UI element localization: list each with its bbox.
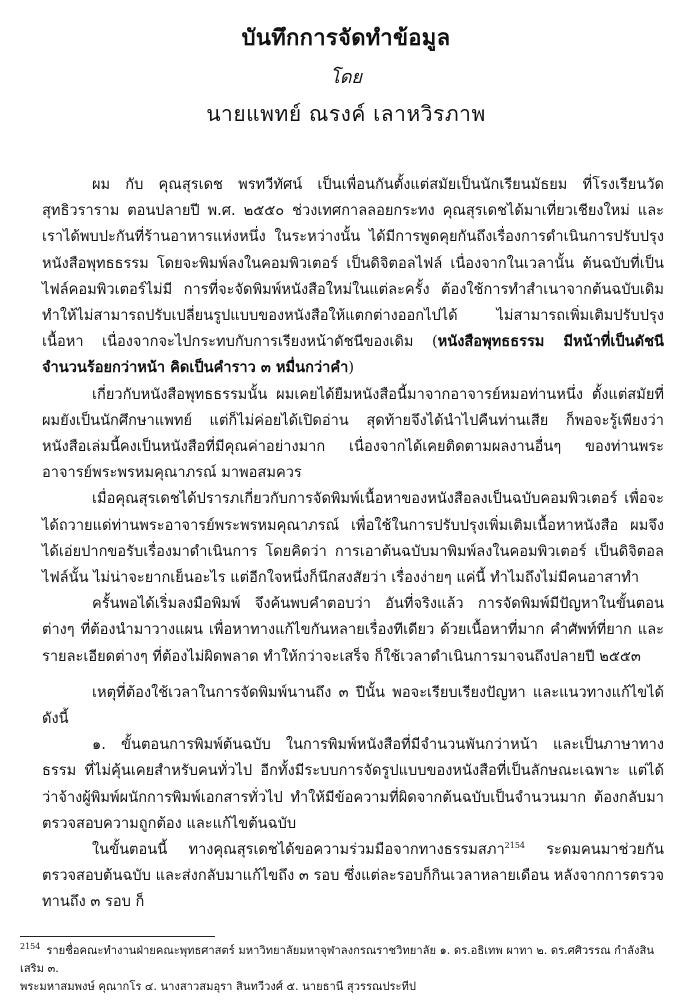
paragraph-3: เมื่อคุณสุรเดชได้ปรารภเกี่ยวกับการจัดพิมพ์เนื้อหาของหนังสือลงเป็นฉบับคอมพิวเตอร์ เพื่อจะได้ถวายแด่ท่านพระอาจารย์พระพรหมคุณาภรณ์ เพื่อใช้ในการปรับปรุงเพิ่มเติมเนื้อหาหนังสือ ผมจึงได้เอ่ยปากขอรับเรื่องมาดำเนินการ โดยคิดว่า การเอาต้นฉบับมาพิมพ์ลงในคอมพิวเตอร์ เป็นดิจิตอลไฟล์นั้น ไม่น่าจะยากเย็นอะไร แต่อีกใจหนึ่งก็นึกสงสัยว่า เรื่องง่ายๆ แค่นี้ ทำไมถึงไม่มีคนอาสาทำ — [42, 490, 664, 587]
paragraph-1-end: ) — [348, 359, 355, 377]
footnote — [20, 942, 670, 996]
author-name: นายแพทย์ ณรงค์ เลาหวิรภาพ — [206, 102, 486, 126]
paragraph-2: เกี่ยวกับหนังสือพุทธธรรมนั้น ผมเคยได้ยืมหนังสือนี้มาจากอาจารย์หมอท่านหนึ่ง ตั้งแต่สมัยที่ผมยังเป็นนักศึกษาแพทย์ แต่ก็ไม่ค่อยได้เปิดอ่าน สุดท้ายจึงได้นำไปคืนท่านเสีย ก็พอจะรู้เพียงว่าหนังสือเล่มนี้คงเป็นหนังสือที่มีคุณค่าอย่างมาก เนื่องจากได้เคยติดตามผลงานอื่นๆ ของท่านพระอาจารย์พระพรหมคุณาภรณ์ มาพอสมควร — [42, 385, 664, 482]
paragraph-4: ครั้นพอได้เริ่มลงมือพิมพ์ จึงค้นพบคำตอบว่า อันที่จริงแล้ว การจัดพิมพ์มีปัญหาในขั้นตอนต่างๆ ที่ต้องนำมาวางแผน เพื่อหาทางแก้ไขกันหลายเรื่องทีเดียว ด้วยเนื้อหาที่มาก คำศัพท์ที่ยาก และรายละเอียดต่างๆ ที่ต้องไม่ผิดพลาด ทำให้กว่าจะเสร็จ ก็ใช้เวลาดำเนินการมาจนถึงปลายปี ๒๕๕๓ — [42, 595, 664, 665]
document-body — [42, 172, 664, 916]
footnote-number: 2154 — [20, 942, 41, 952]
page-title: บันทึกการจัดทำข้อมูล — [241, 25, 451, 51]
byline-label: โดย — [330, 67, 362, 88]
paragraph-1 — [42, 172, 664, 382]
paragraph-7-text-a: ในขั้นตอนนี้ ทางคุณสุรเดชได้ขอความร่วมมือจากทางธรรมสภา — [92, 841, 505, 859]
paragraph-1-bold-note: หนังสือพุทธธรรม มีหน้าที่เป็นดัชนี จำนวนร้อยกว่าหน้า คิดเป็นคำราว ๓ หมื่นกว่าคำ — [42, 333, 664, 377]
paragraph-6: ๑. ขั้นตอนการพิมพ์ต้นฉบับ ในการพิมพ์หนังสือที่มีจำนวนพันกว่าหน้า และเป็นภาษาทางธรรม ที่ไม่คุ้นเคยสำหรับคนทั่วไป อีกทั้งมีระบบการจัดรูปแบบของหนังสือที่เป็นลักษณะเฉพาะ แต่ได้ว่าจ้างผู้พิมพ์ผนักการพิมพ์เอกสารทั่วไป ทำให้มีข้อความที่ผิดจากต้นฉบับเป็นจำนวนมาก ต้องกลับมาตรวจสอบความถูกต้อง และแก้ไขต้นฉบับ — [42, 736, 664, 832]
footnote-reference[interactable]: 2154 — [504, 841, 525, 851]
footnote-line-2: พระมหาสมพงษ์ คุณากโร ๔. นางสาวสมอุรา สินทวีวงศ์ ๕. นายธานี สุวรรณประทีป — [20, 980, 417, 993]
paragraph-7-text-b: ระดมคนมาช่วยกันตรวจสอบต้นฉบับ และส่งกลับมาแก้ไขถึง ๓ รอบ ซึ่งแต่ละรอบก็กินเวลาหลายเดือน หลังจากการตรวจทานถึง ๓ รอบ ก็ — [42, 841, 664, 911]
paragraph-1-text: ผม กับ คุณสุรเดช พรทวีทัศน์ เป็นเพื่อนกันตั้งแต่สมัยเป็นนักเรียนมัธยม ที่โรงเรียนวัดสุทธิวราราม ตอนปลายปี พ.ศ. ๒๕๕๐ ช่วงเทศกาลลอยกระทง คุณสุรเดชได้มาเที่ยวเชียงใหม่ และเราได้พบปะกันที่ร้านอาหารแห่งหนึ่ง ในระหว่างนั้น ได้มีการพูดคุยกันถึงเรื่องการดำเนินการปรับปรุงหนังสือพุทธธรรม โดยจะพิมพ์ลงในคอมพิวเตอร์ เป็นดิจิตอลไฟล์ เนื่องจากในเวลานั้น ต้นฉบับที่เป็นไฟล์คอมพิวเตอร์ไม่มี การที่จะจัดพิมพ์หนังสือใหม่ในแต่ละครั้ง ต้องใช้การทำสำเนาจากต้นฉบับเดิม ทำให้ไม่สามารถปรับเปลี่ยนรูปแบบของหนังสือให้แตกต่างออกไปได้ ไม่สามารถเพิ่มเติมปรับปรุงเนื้อหา เนื่องจากจะไปกระทบกับการเรียงหน้าดัชนีของเดิม ( — [42, 176, 664, 351]
paragraph-7 — [42, 837, 664, 916]
footnote-divider — [20, 936, 215, 937]
paragraph-5: เหตุที่ต้องใช้เวลาในการจัดพิมพ์นานถึง ๓ ปีนั้น พอจะเรียบเรียงปัญหา และแนวทางแก้ไขได้ ดังนี้ — [42, 683, 664, 728]
footnote-line-1: รายชื่อคณะทำงานฝ่ายคณะพุทธศาสตร์ มหาวิทยาลัยมหาจุฬาลงกรณราชวิทยาลัย ๑. ดร.อธิเทพ ผาทา ๒. ดร.ศศิวรรณ กำลังสินเสริม ๓. — [20, 944, 654, 975]
